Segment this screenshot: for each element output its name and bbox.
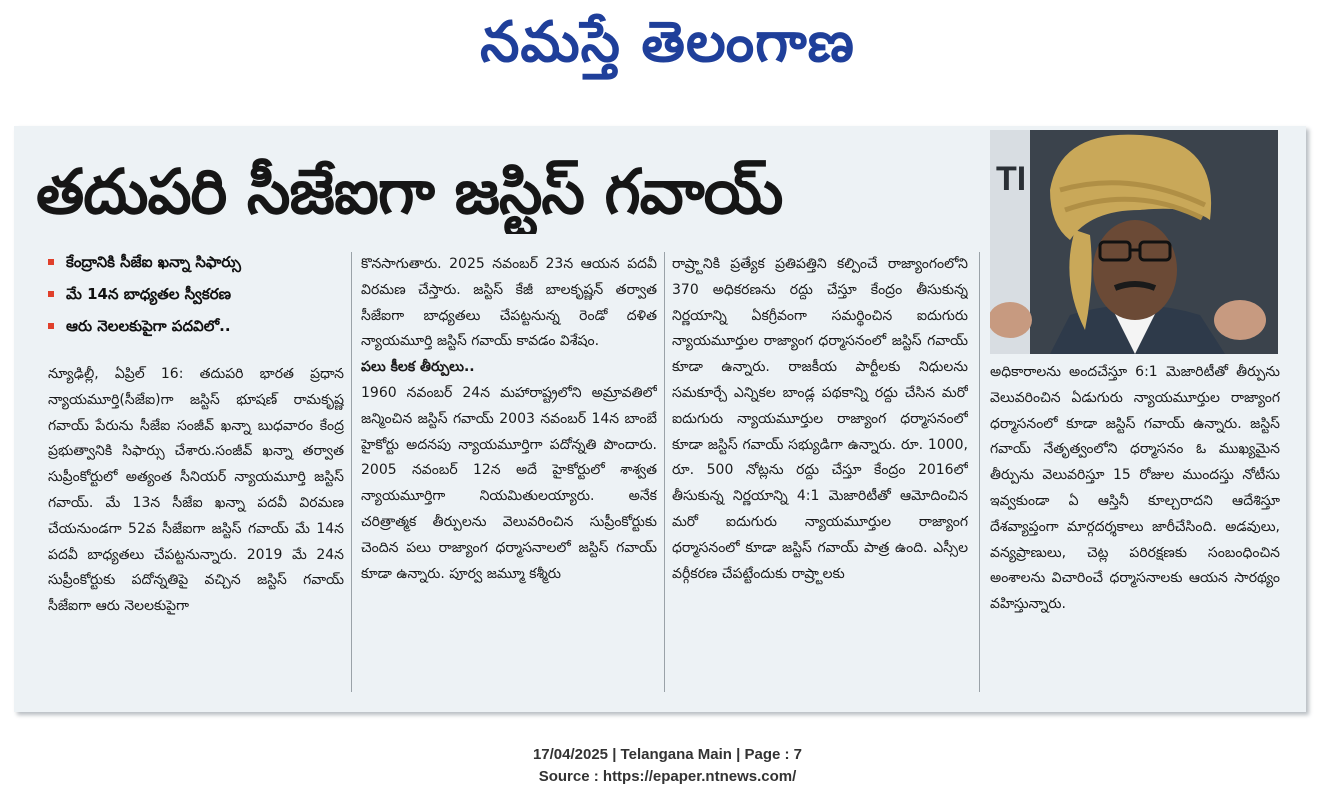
newspaper-masthead: నమస్తే తెలంగాణ bbox=[480, 10, 855, 75]
article-column-4 bbox=[990, 360, 1280, 692]
article-column-1 bbox=[48, 362, 344, 692]
article-column-3 bbox=[672, 252, 968, 692]
bullet-item: ఆరు నెలలకుపైగా పదవిలో.. bbox=[46, 310, 346, 342]
column-text: న్యూఢిల్లీ, ఏప్రిల్ 16: తదుపరి భారత ప్రధాన న్యాయమూర్తి(సీజేఐ)గా జస్టిస్ భూషణ్ రామకృష్ణ గవాయ్ పేరును సీజేఐ సంజీవ్ ఖన్నా బుధవారం కేంద్ర ప్రభుత్వానికి సిఫార్సు చేశారు.సంజీవ్ ఖన్నా తర్వాత సుప్రీంకోర్టులో అత్యంత సీనియర్ న్యాయమూర్తి జస్టిస్ గవాయ్. మే 13న సీజేఐ ఖన్నా పదవీ విరమణ చేయనుండగా 52వ సీజేఐగా జస్టిస్ గవాయ్ మే 14న పదవీ బాధ్యతలు చేపట్టనున్నారు. 2019 మే 24న సుప్రీంకోర్టుకు పదోన్నతిపై వచ్చిన జస్టిస్ గవాయ్ సీజేఐగా ఆరు నెలలకుపైగా bbox=[48, 366, 344, 615]
bullet-item: కేంద్రానికి సీజేఐ ఖన్నా సిఫార్సు bbox=[46, 246, 346, 278]
column-text: అధికారాలను అందచేస్తూ 6:1 మెజారిటీతో తీర్పును వెలువరించిన ఏడుగురు న్యాయమూర్తుల రాజ్యాంగ ధర్మాసనంలో కూడా జస్టిస్ గవాయ్ ఉన్నారు. జస్టిస్ గవాయ్ నేతృత్వంలోని ధర్మాసనం ఓ ముఖ్యమైన తీర్పును వెలువరిస్తూ 15 రోజుల ముందస్తు నోటీసు ఇవ్వకుండా ఏ ఆస్తినీ కూల్చరాదని ఆదేశిస్తూ దేశవ్యాప్తంగా మార్గదర్శకాలు జారీచేసింది. అడవులు, వన్యప్రాణులు, చెట్ల పరిరక్షణకు సంబంధించిన అంశాలను విచారించే ధర్మాసనాలకు ఆయన సారథ్యం వహిస్తున్నారు. bbox=[990, 364, 1280, 613]
column-text: రాష్ర్టానికి ప్రత్యేక ప్రతిపత్తిని కల్పించే రాజ్యాంగంలోని 370 అధికరణను రద్దు చేస్తూ కేంద్రం తీసుకున్న నిర్ణయాన్ని ఏకగ్రీవంగా సమర్థించిన ఐదుగురు న్యాయమూర్తుల రాజ్యాంగ ధర్మాసనంలో జస్టిస్ గవాయ్ కూడా ఉన్నారు. రాజకీయ పార్టీలకు నిధులను సమకూర్చే ఎన్నికల బాండ్ల పథకాన్ని రద్దు చేసిన మరో ఐదుగురు న్యాయమూర్తుల రాజ్యాంగ ధర్మాసనంలో కూడా జస్టిస్ గవాయ్ సభ్యుడిగా ఉన్నారు. రూ. 1000, రూ. 500 నోట్లను రద్దు చేస్తూ కేంద్రం 2016లో తీసుకున్న నిర్ణయాన్ని 4:1 మెజారిటీతో ఆమోదించిన మరో ఐదుగురు న్యాయమూర్తుల రాజ్యాంగ ధర్మాసనంలో కూడా జస్టిస్ గవాయ్ పాత్ర ఉంది. ఎస్సీల వర్గీకరణ చేపట్టేందుకు రాష్ర్టాలకు bbox=[672, 256, 968, 582]
svg-text:TI: TI bbox=[996, 160, 1027, 198]
source-link[interactable]: Source : https://epaper.ntnews.com/ bbox=[538, 768, 797, 785]
highlight-bullets bbox=[46, 246, 346, 342]
column-text: కొనసాగుతారు. 2025 నవంబర్ 23న ఆయన పదవీ విరమణ చేస్తారు. జస్టిస్ కేజీ బాలకృష్ణన్ తర్వాత సీజేఐగా బాధ్యతలు చేపట్టనున్న రెండో దళిత న్యాయమూర్తి జస్టిస్ గవాయ్ కావడం విశేషం. bbox=[361, 256, 657, 350]
article-column-2 bbox=[361, 252, 657, 692]
column-divider bbox=[351, 252, 352, 692]
subheading: పలు కీలక తీర్పులు.. bbox=[361, 359, 475, 376]
column-divider bbox=[979, 252, 980, 692]
justice-gavai-photo bbox=[990, 130, 1278, 354]
portrait-illustration bbox=[990, 130, 1278, 354]
edition-info: 17/04/2025 | Telangana Main | Page : 7 bbox=[532, 746, 803, 763]
column-text: 1960 నవంబర్ 24న మహారాష్ట్రలోని అమ్రావతిలో జన్మించిన జస్టిస్ గవాయ్ 2003 నవంబర్ 14న బాంబే హైకోర్టు అదనపు న్యాయమూర్తిగా పదోన్నతి పొందారు. 2005 నవంబర్ 12న అదే హైకోర్టులో శాశ్వత న్యాయమూర్తిగా నియమితులయ్యారు. అనేక చరిత్రాత్మక తీర్పులను వెలువరించిన సుప్రీంకోర్టుకు చెందిన పలు రాజ్యాంగ ధర్మాసనాలలో జస్టిస్ గవాయ్ కూడా ఉన్నారు. పూర్వ జమ్మూ కశ్మీరు bbox=[361, 384, 657, 582]
bullet-item: మే 14న బాధ్యతల స్వీకరణ bbox=[46, 278, 346, 310]
headline: తదుపరి సీజేఐగా జస్టిస్ గవాయ్ bbox=[36, 155, 783, 228]
column-divider bbox=[664, 252, 665, 692]
